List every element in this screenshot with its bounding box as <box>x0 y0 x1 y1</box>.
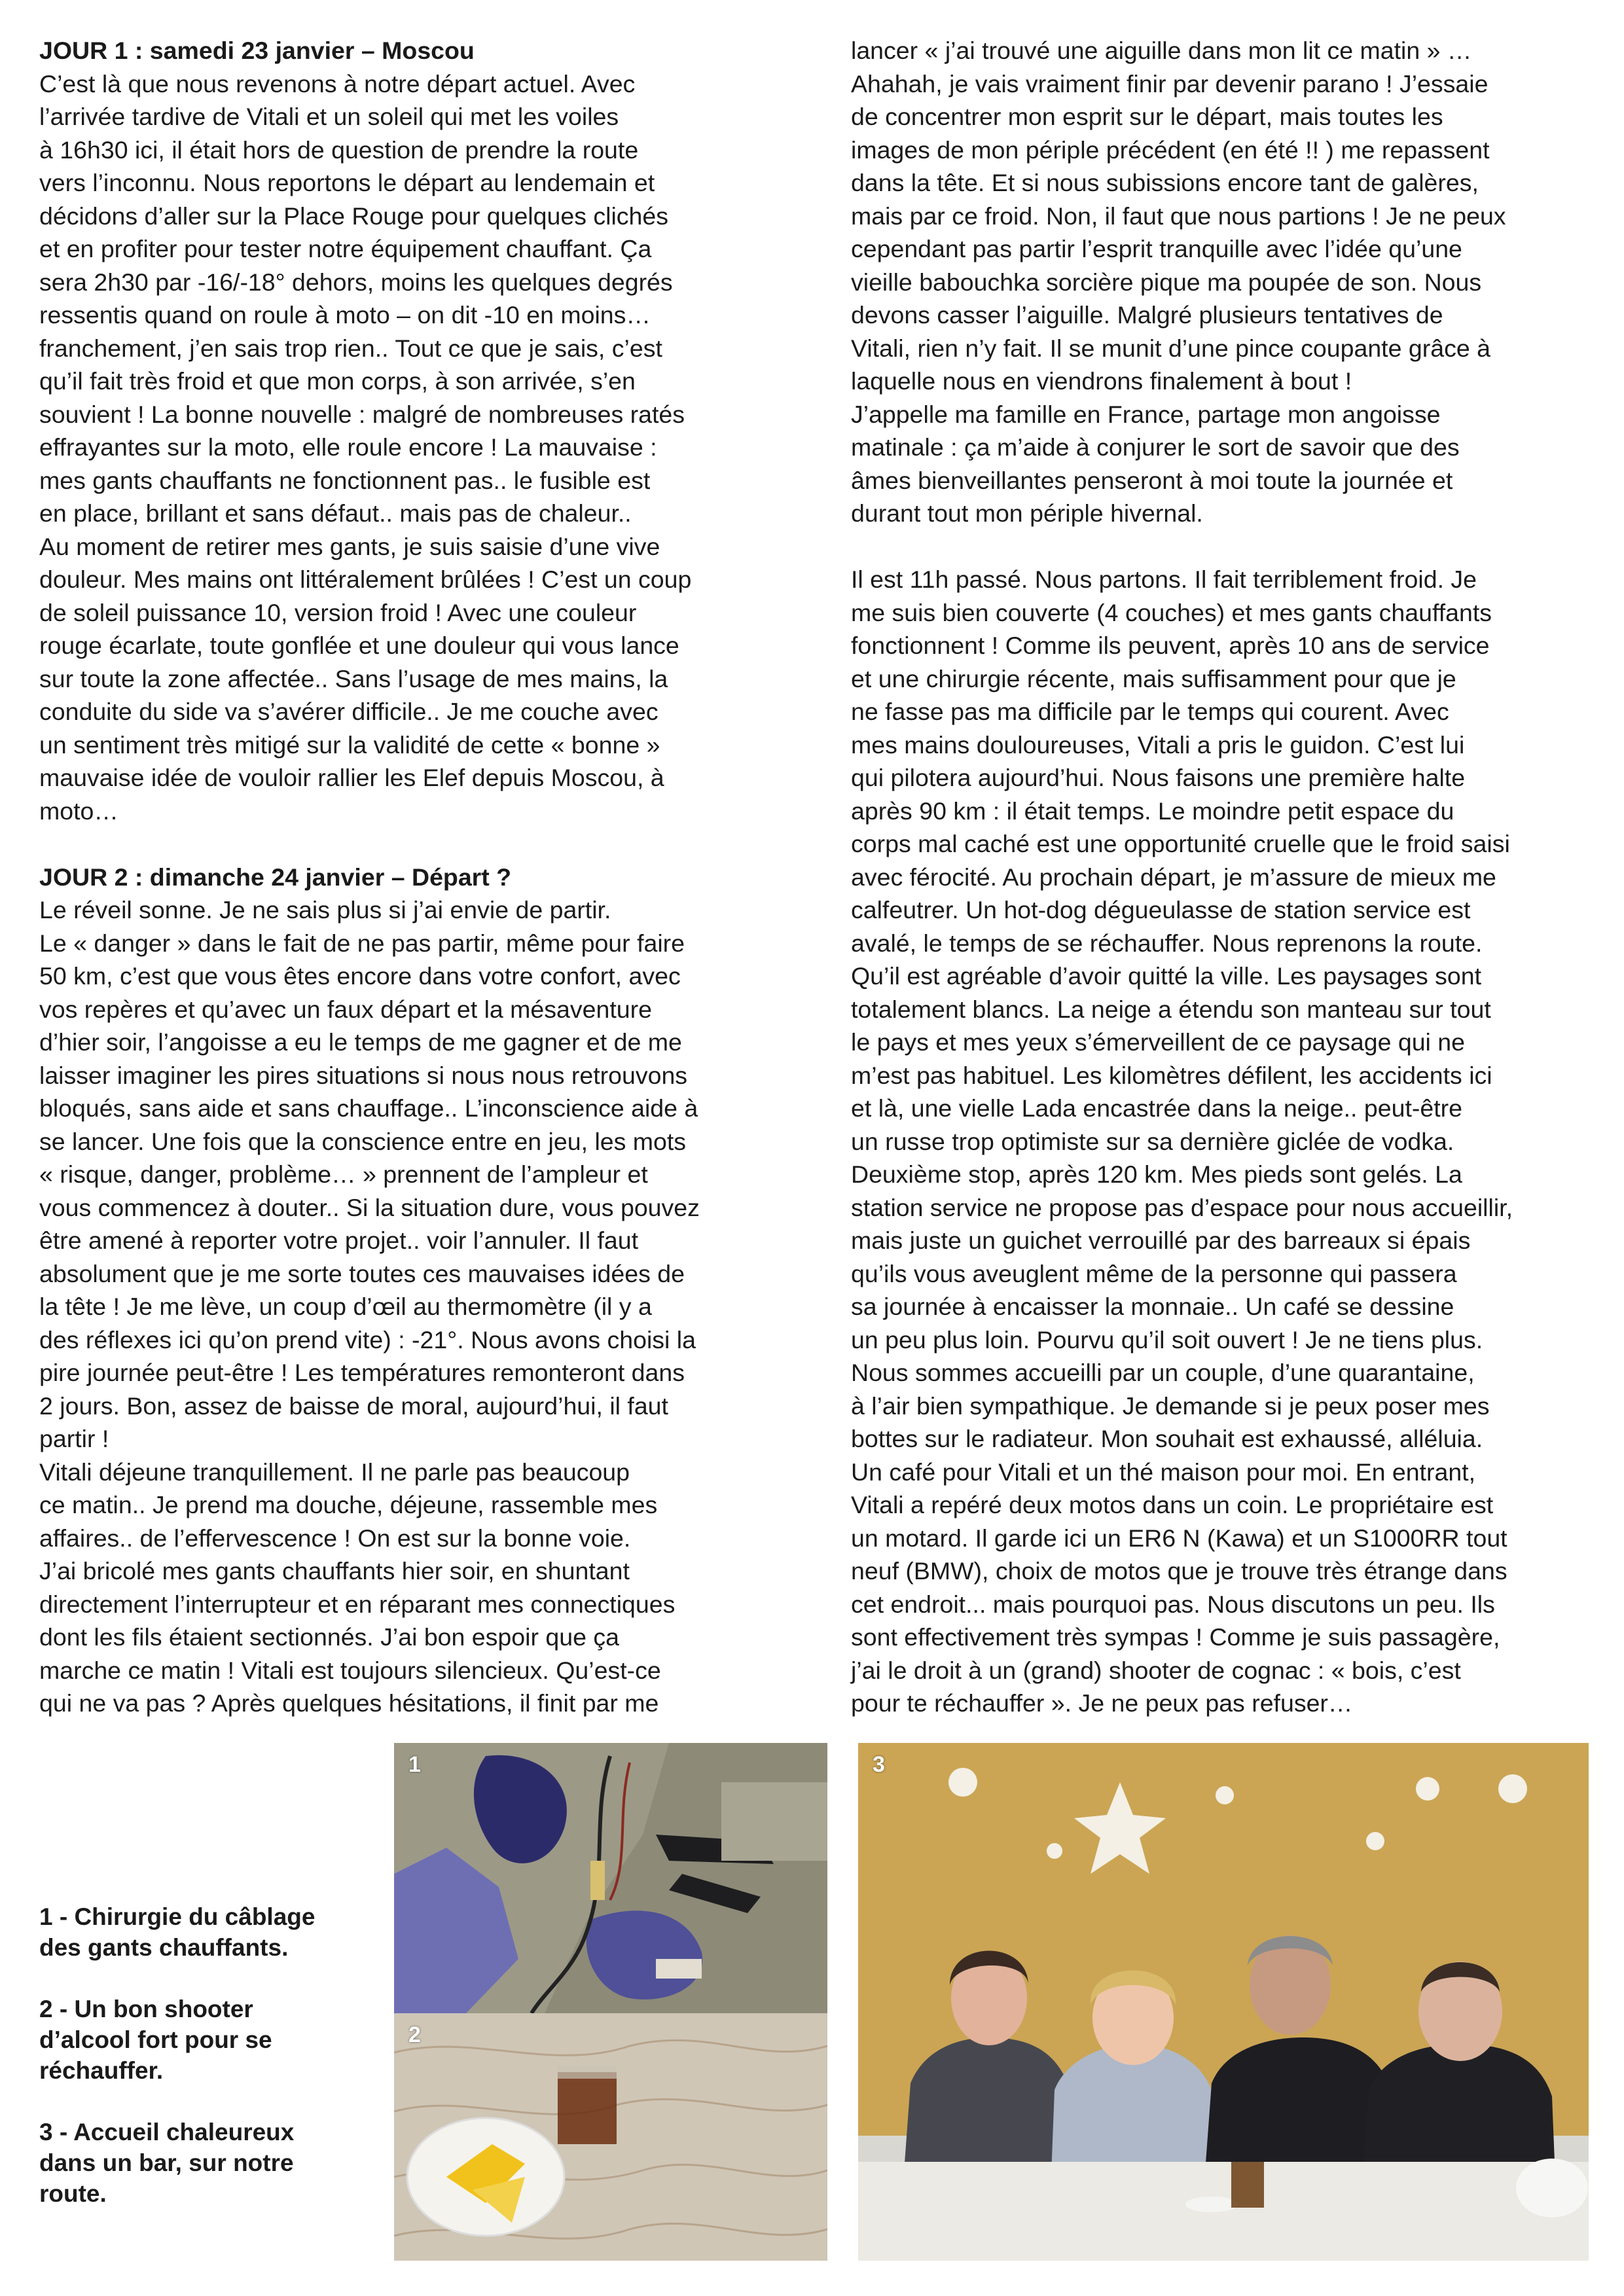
text-line: C’est là que nous revenons à notre départ actuel. Avec <box>39 69 636 98</box>
text-line: Vitali, rien n’y fait. Il se munit d’une pince coupante grâce à <box>851 334 1490 362</box>
text-line: J’appelle ma famille en France, partage mon angoisse <box>851 400 1441 428</box>
text-line: un sentiment très mitigé sur la validité de cette « bonne » <box>39 730 660 759</box>
shot-glass-image <box>394 2013 827 2261</box>
text-line <box>39 827 815 861</box>
text-line: et là, une vielle Lada encastrée dans la neige.. peut-être <box>851 1094 1462 1122</box>
caption-1 <box>39 1901 367 1963</box>
text-line: se lancer. Une fois que la conscience entre en jeu, les mots <box>39 1127 687 1155</box>
text-line: qui pilotera aujourd’hui. Nous faisons une première halte <box>851 764 1466 791</box>
text-line: franchement, j’en sais trop rien.. Tout ce que je sais, c’est <box>39 334 662 362</box>
text-line: décidons d’aller sur la Place Rouge pour quelques clichés <box>39 202 668 230</box>
caption-line: d’alcool fort pour se <box>39 2026 272 2053</box>
text-line: matinale : ça m’aide à conjurer le sort de savoir que des <box>851 433 1460 461</box>
text-line: à 16h30 ici, il était hors de question de prendre la route <box>39 135 639 164</box>
text-line: Deuxième stop, après 120 km. Mes pieds sont gelés. La <box>851 1160 1462 1188</box>
text-line: Qu’il est agréable d’avoir quitté la ville. Les paysages sont <box>851 962 1482 990</box>
text-line: avalé, le temps de se réchauffer. Nous reprenons la route. <box>851 929 1483 957</box>
text-line: sur toute la zone affectée.. Sans l’usage de mes mains, la <box>39 664 668 692</box>
text-line: moto… <box>39 797 118 825</box>
text-line: corps mal caché est une opportunité cruelle que le froid saisi <box>851 830 1510 857</box>
text-line: station service ne propose pas d’espace pour nous accueillir, <box>851 1193 1513 1221</box>
group-photo-image <box>858 1743 1589 2261</box>
text-line: j’ai le droit à un (grand) shooter de cognac : « bois, c’est <box>851 1656 1461 1684</box>
text-line: affaires.. de l’effervescence ! On est sur la bonne voie. <box>39 1524 631 1552</box>
text-line: Il est 11h passé. Nous partons. Il fait terriblement froid. Je <box>851 565 1477 593</box>
text-line: Le « danger » dans le fait de ne pas partir, même pour faire <box>39 929 685 957</box>
text-line: un peu plus loin. Pourvu qu’il soit ouvert ! Je ne tiens plus. <box>851 1325 1483 1354</box>
article-column-left <box>39 34 815 1720</box>
text-line: m’est pas habituel. Les kilomètres défilent, les accidents ici <box>851 1061 1492 1089</box>
text-line: souvient ! La bonne nouvelle : malgré de nombreuses ratés <box>39 400 685 428</box>
text-line: cependant pas partir l’esprit tranquille avec l’idée qu’une <box>851 235 1462 262</box>
text-line: Au moment de retirer mes gants, je suis saisie d’une vive <box>39 532 660 560</box>
caption-line: 1 - Chirurgie du câblage <box>39 1903 316 1930</box>
text-line: un motard. Il garde ici un ER6 N (Kawa) et un S1000RR tout <box>851 1524 1507 1552</box>
text-line: en place, brillant et sans défaut.. mais pas de chaleur.. <box>39 499 632 527</box>
text-line: vous commencez à douter.. Si la situation dure, vous pouvez <box>39 1193 700 1221</box>
text-line: douleur. Mes mains ont littéralement brûlées ! C’est un coup <box>39 565 692 593</box>
text-line: vos repères et qu’avec un faux départ et la mésaventure <box>39 995 652 1023</box>
text-line: des réflexes ici qu’on prend vite) : -21°. Nous avons choisi la <box>39 1325 696 1354</box>
text-line: bloqués, sans aide et sans chauffage.. L’inconscience aide à <box>39 1094 698 1122</box>
text-line: et une chirurgie récente, mais suffisamment pour que je <box>851 664 1456 692</box>
text-line: d’hier soir, l’angoisse a eu le temps de me gagner et de me <box>39 1028 682 1056</box>
text-line: ce matin.. Je prend ma douche, déjeune, rassemble mes <box>39 1491 658 1518</box>
text-line: ressentis quand on roule à moto – on dit -10 en moins… <box>39 301 651 329</box>
text-line: me suis bien couverte (4 couches) et mes gants chauffants <box>851 598 1492 626</box>
text-line: marche ce matin ! Vitali est toujours silencieux. Qu’est-ce <box>39 1656 661 1684</box>
text-line: Nous sommes accueilli par un couple, d’une quarantaine, <box>851 1359 1475 1386</box>
photo-shot-glass <box>394 2013 827 2261</box>
text-line: laquelle nous en viendrons finalement à bout ! <box>851 367 1352 395</box>
text-line: absolument que je me sorte toutes ces mauvaises idées de <box>39 1259 685 1287</box>
text-line: de concentrer mon esprit sur le départ, mais toutes les <box>851 103 1443 130</box>
caption-line: 3 - Accueil chaleureux <box>39 2119 295 2145</box>
text-line: Ahahah, je vais vraiment finir par devenir parano ! J’essaie <box>851 69 1489 98</box>
article-column-right <box>851 34 1624 1720</box>
text-line: conduite du side va s’avérer difficile.. Je me couche avec <box>39 698 659 725</box>
text-line: la tête ! Je me lève, un coup d’œil au thermomètre (il y a <box>39 1293 652 1320</box>
text-line: qu’ils vous aveuglent même de la personne qui passera <box>851 1259 1457 1287</box>
photo-number: 3 <box>873 1752 885 1777</box>
caption-line: route. <box>39 2180 107 2207</box>
text-line: être amené à reporter votre projet.. voir l’annuler. Il faut <box>39 1227 639 1254</box>
text-line: Le réveil sonne. Je ne sais plus si j’ai envie de partir. <box>39 896 611 924</box>
photo-captions <box>39 1901 367 2240</box>
text-line: images de mon périple précédent (en été !! ) me repassent <box>851 135 1490 164</box>
text-line: « risque, danger, problème… » prennent de l’ampleur et <box>39 1160 648 1188</box>
photo-number: 2 <box>408 2022 421 2047</box>
caption-line: des gants chauffants. <box>39 1934 289 1961</box>
photo-number: 1 <box>408 1752 421 1777</box>
text-line: de soleil puissance 10, version froid ! Avec une couleur <box>39 598 637 626</box>
text-line: calfeutrer. Un hot-dog dégueulasse de station service est <box>851 896 1471 924</box>
caption-line: réchauffer. <box>39 2057 164 2084</box>
caption-line: 2 - Un bon shooter <box>39 1996 253 2022</box>
text-line: J’ai bricolé mes gants chauffants hier soir, en shuntant <box>39 1557 630 1585</box>
text-line: à l’air bien sympathique. Je demande si je peux poser mes <box>851 1391 1490 1420</box>
caption-line: dans un bar, sur notre <box>39 2149 294 2176</box>
text-line: mais juste un guichet verrouillé par des barreaux si épais <box>851 1227 1471 1254</box>
text-line: mais par ce froid. Non, il faut que nous partions ! Je ne peux <box>851 202 1506 230</box>
text-line: fonctionnent ! Comme ils peuvent, après 10 ans de service <box>851 632 1490 659</box>
text-line: devons casser l’aiguille. Malgré plusieurs tentatives de <box>851 301 1443 329</box>
text-line: partir ! <box>39 1425 109 1452</box>
text-line: le pays et mes yeux s’émerveillent de ce paysage qui ne <box>851 1028 1466 1056</box>
text-line: mes gants chauffants ne fonctionnent pas.. le fusible est <box>39 466 651 494</box>
text-line: Vitali a repéré deux motos dans un coin. Le propriétaire est <box>851 1491 1494 1518</box>
text-line: rouge écarlate, toute gonflée et une douleur qui vous lance <box>39 632 679 659</box>
photo-group-in-bar <box>858 1743 1589 2261</box>
text-line: vieille babouchka sorcière pique ma poupée de son. Nous <box>851 268 1482 296</box>
text-line: qui ne va pas ? Après quelques hésitations, il finit par me <box>39 1689 659 1717</box>
text-line: l’arrivée tardive de Vitali et un soleil qui met les voiles <box>39 103 619 130</box>
caption-2 <box>39 1994 367 2086</box>
photo-glove-wiring <box>394 1743 827 2013</box>
text-line: mauvaise idée de vouloir rallier les Elef depuis Moscou, à <box>39 764 664 791</box>
text-line: vers l’inconnu. Nous reportons le départ au lendemain et <box>39 169 655 196</box>
text-line: durant tout mon périple hivernal. <box>851 499 1203 527</box>
text-line: bottes sur le radiateur. Mon souhait est exhaussé, alléluia. <box>851 1425 1483 1452</box>
glove-wiring-image <box>394 1743 827 2013</box>
text-line <box>851 530 1624 564</box>
text-line: Un café pour Vitali et un thé maison pour moi. En entrant, <box>851 1458 1476 1486</box>
text-line: dont les fils étaient sectionnés. J’ai bon espoir que ça <box>39 1623 619 1651</box>
section-heading: JOUR 2 : dimanche 24 janvier – Départ ? <box>39 863 512 891</box>
text-line: sera 2h30 par -16/-18° dehors, moins les quelques degrés <box>39 268 673 296</box>
text-line: totalement blancs. La neige a étendu son manteau sur tout <box>851 995 1491 1023</box>
text-line: pour te réchauffer ». Je ne peux pas refuser… <box>851 1689 1353 1717</box>
text-line: effrayantes sur la moto, elle roule encore ! La mauvaise : <box>39 433 657 461</box>
text-line: neuf (BMW), choix de motos que je trouve très étrange dans <box>851 1557 1507 1585</box>
text-line: sont effectivement très sympas ! Comme je suis passagère, <box>851 1623 1500 1651</box>
text-line: qu’il fait très froid et que mon corps, à son arrivée, s’en <box>39 367 636 395</box>
text-line: après 90 km : il était temps. Le moindre petit espace du <box>851 797 1454 825</box>
text-line: directement l’interrupteur et en réparant mes connectiques <box>39 1590 676 1618</box>
text-line: pire journée peut-être ! Les températures remonteront dans <box>39 1359 685 1386</box>
text-line: dans la tête. Et si nous subissions encore tant de galères, <box>851 169 1479 196</box>
text-line: cet endroit... mais pourquoi pas. Nous discutons un peu. Ils <box>851 1590 1495 1618</box>
text-line: laisser imaginer les pires situations si nous nous retrouvons <box>39 1061 688 1089</box>
text-line: Vitali déjeune tranquillement. Il ne parle pas beaucoup <box>39 1458 630 1486</box>
text-line: lancer « j’ai trouvé une aiguille dans mon lit ce matin » … <box>851 37 1472 64</box>
text-line: sa journée à encaisser la monnaie.. Un café se dessine <box>851 1293 1454 1320</box>
section-heading: JOUR 1 : samedi 23 janvier – Moscou <box>39 37 475 64</box>
text-line: 2 jours. Bon, assez de baisse de moral, aujourd’hui, il faut <box>39 1391 668 1420</box>
text-line: mes mains douloureuses, Vitali a pris le guidon. C’est lui <box>851 730 1465 759</box>
text-line: et en profiter pour tester notre équipement chauffant. Ça <box>39 235 652 262</box>
text-line: âmes bienveillantes penseront à moi toute la journée et <box>851 466 1453 494</box>
text-line: avec férocité. Au prochain départ, je m’assure de mieux me <box>851 863 1496 891</box>
caption-3 <box>39 2117 367 2209</box>
text-line: un russe trop optimiste sur sa dernière giclée de vodka. <box>851 1127 1454 1155</box>
text-line: 50 km, c’est que vous êtes encore dans votre confort, avec <box>39 962 681 990</box>
text-line: ne fasse pas ma difficile par le temps qui courent. Avec <box>851 698 1449 725</box>
